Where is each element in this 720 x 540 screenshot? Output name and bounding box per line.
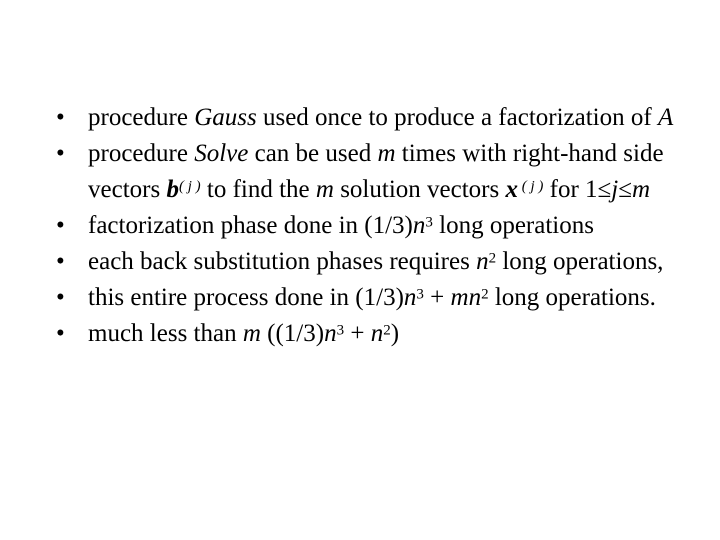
superscript: ( j ) xyxy=(517,178,544,195)
bullet-item-solve xyxy=(56,136,696,208)
vector-x: x xyxy=(505,176,518,203)
exponent: 3 xyxy=(416,286,424,303)
text: factorization phase done in (1/3) xyxy=(88,212,413,239)
exponent: 3 xyxy=(336,322,345,339)
text: ((1/3) xyxy=(260,320,325,347)
superscript: ( j ) xyxy=(178,178,201,195)
text: long operations. xyxy=(488,284,656,311)
text: times with right-hand side vectors xyxy=(88,140,664,203)
text: much less than xyxy=(88,320,243,347)
bullet-icon: • xyxy=(56,248,65,275)
bullet-item-comparison xyxy=(56,316,696,352)
bullet-item-gauss xyxy=(56,100,696,136)
bullet-icon: • xyxy=(56,140,65,167)
exponent: 2 xyxy=(481,286,489,303)
text: ) xyxy=(390,320,400,347)
math-var: m xyxy=(242,320,261,347)
bullet-item-factorization xyxy=(56,208,696,244)
bullet-icon: • xyxy=(56,284,65,311)
exponent: 2 xyxy=(383,322,391,339)
bullet-icon: • xyxy=(56,104,65,131)
exponent: 2 xyxy=(488,250,497,267)
math-var: n xyxy=(324,320,337,347)
math-var: n xyxy=(370,320,384,347)
math-var: n xyxy=(412,212,426,239)
math-var: m xyxy=(377,140,396,167)
text: for 1 xyxy=(543,176,598,203)
procedure-name: Solve xyxy=(194,140,249,167)
leq-symbol: ≤ xyxy=(618,176,632,203)
math-var: n xyxy=(403,284,417,311)
text: long operations xyxy=(432,212,594,239)
exponent: 3 xyxy=(425,214,433,231)
text: to find the xyxy=(200,176,316,203)
bullet-icon: • xyxy=(56,320,65,347)
text: + xyxy=(423,284,451,311)
text: this entire process done in (1/3) xyxy=(88,284,404,311)
text: solution vectors xyxy=(333,176,506,203)
math-var: m xyxy=(631,176,651,203)
text: each back substitution phases requires xyxy=(88,248,477,275)
text: can be used xyxy=(248,140,378,167)
leq-symbol: ≤ xyxy=(597,176,612,203)
bullet-item-entire-process xyxy=(56,280,696,316)
procedure-name: Gauss xyxy=(194,104,257,131)
text: procedure xyxy=(88,104,195,131)
math-var: mn xyxy=(450,284,482,311)
math-var: m xyxy=(315,176,334,203)
text: long operations, xyxy=(496,248,664,275)
bullet-item-back-substitution xyxy=(56,244,696,280)
text: procedure xyxy=(88,140,195,167)
vector-b: b xyxy=(166,176,179,203)
text: used once to produce a factorization of xyxy=(256,104,658,131)
text: + xyxy=(344,320,371,347)
bullet-icon: • xyxy=(56,212,65,239)
matrix-symbol: A xyxy=(657,104,674,131)
bullet-list xyxy=(56,100,696,352)
math-var: n xyxy=(476,248,489,275)
math-var: j xyxy=(611,176,619,203)
